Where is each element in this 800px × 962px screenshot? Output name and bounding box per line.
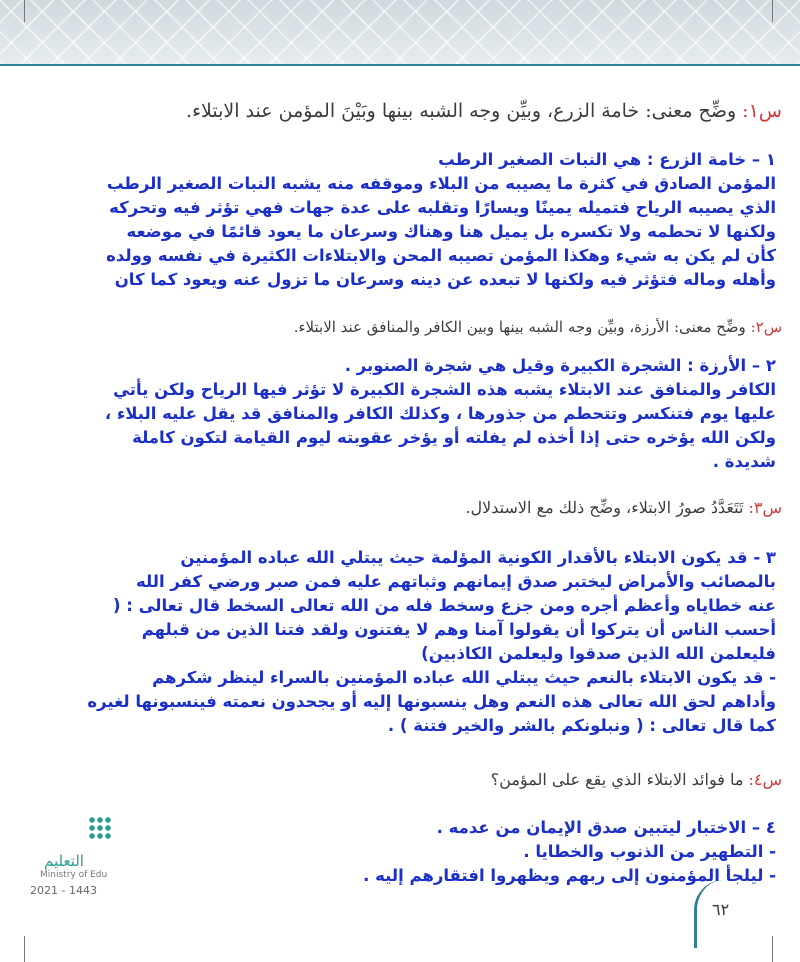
question-text: تَتَعَدَّدُ صورُ الابتلاء، وضِّح ذلك مع الاستدلال. <box>465 498 749 517</box>
answer-line: ولكن الله يؤخره حتى إذا أخذه لم يفلته أو يؤخر عقوبته ليوم القيامة لتكون كاملة <box>132 428 776 447</box>
answer-line: عليها يوم فتنكسر وتتحطم من جذورها ، وكذلك الكافر والمنافق قد يقل عليه البلاء ، <box>104 404 776 423</box>
question-text: وضِّح معنى: خامة الزرع، وبيِّن وجه الشبه بينها وبَيْنَ المؤمن عند الابتلاء. <box>186 100 743 122</box>
answer-line: الكافر والمنافق عند الابتلاء يشبه هذه الشجرة الكبيرة لا تؤثر فيها الرياح ولكن يأتي <box>113 380 776 399</box>
answer-line: ٤ – الاختبار ليتبين صدق الإيمان من عدمه . <box>436 818 776 837</box>
answer-line: ولكنها لا تحطمه ولا تكسره بل يميل هنا وهناك وسرعان ما يعود قائمًا في موضعه <box>126 222 776 241</box>
answer-line: ٣ - قد يكون الابتلاء بالأقدار الكونية المؤلمة حيث يبتلي الله عباده المؤمنين <box>180 548 776 567</box>
answer-line: عنه خطاياه وأعظم أجره ومن جزع وسخط فله من الله تعالى السخط قال تعالى : ( <box>112 596 776 615</box>
answer-line: ٢ – الأرزة : الشجرة الكبيرة وقيل هي شجرة الصنوبر . <box>344 356 776 375</box>
answer-line: وأداهم لحق الله تعالى هذه النعم وهل ينسبونها إليه أو يجحدون نعمته فينسبونها لغيره <box>87 692 776 711</box>
logo-arabic-text: التعليم <box>44 852 84 870</box>
crop-mark <box>24 936 25 962</box>
logo-english-text: Ministry of Edu <box>40 870 108 880</box>
answer-line: بالمصائب والأمراض ليختبر صدق إيمانهم وثباتهم عليه فمن صبر ورضي كفر الله <box>136 572 776 591</box>
answer-line: المؤمن الصادق في كثرة ما يصيبه من البلاء وموقفه منه يشبه النبات الصغير الرطب <box>106 174 776 193</box>
answer-line: ١ – خامة الزرع : هي النبات الصغير الرطب <box>438 150 776 169</box>
answer-line: شديدة . <box>712 452 776 471</box>
crop-mark <box>24 0 25 22</box>
answer-line: أحسب الناس أن يتركوا أن يقولوا آمنا وهم لا يفتنون ولقد فتنا الذين من قبلهم <box>141 620 776 639</box>
question-number: س٤: <box>748 770 782 789</box>
answer-line: فليعلمن الله الذين صدقوا وليعلمن الكاذبين) <box>421 644 776 663</box>
header-pattern-banner <box>0 0 800 64</box>
page-number: ٦٢ <box>712 900 730 919</box>
answer-4 <box>363 816 776 888</box>
question-number: س٣: <box>748 498 782 517</box>
answer-2 <box>105 354 776 474</box>
question-number: س٢: <box>750 318 782 336</box>
question-text: وضِّح معنى: الأرزة، وبيِّن وجه الشبه بينها وبين الكافر والمنافق عند الابتلاء. <box>293 318 751 336</box>
crop-mark <box>772 0 773 22</box>
question-4 <box>491 770 782 789</box>
answer-line: الذي يصيبه الرياح فتميله يمينًا ويسارًا وتقلبه على عدة جهات فهي تؤثر فيه وتحركه <box>109 198 776 217</box>
question-text: ما فوائد الابتلاء الذي يقع على المؤمن؟ <box>490 770 749 789</box>
ministry-logo <box>0 812 112 902</box>
answer-line: كأن لم يكن به شيء وهكذا المؤمن تصيبه المحن والابتلاءات الكثيرة في نفسه وولده <box>106 246 776 265</box>
answer-line: وأهله وماله فتؤثر فيه ولكنها لا تبعده عن دينه وسرعان ما تزول عنه ويعود كما كان <box>114 270 776 289</box>
answer-1 <box>106 148 776 292</box>
logo-year: 2021 - 1443 <box>30 884 97 897</box>
header-divider <box>0 64 800 66</box>
answer-line: - قد يكون الابتلاء بالنعم حيث يبتلي الله عباده المؤمنين بالسراء لينظر شكرهم <box>152 668 776 687</box>
answer-line: - التطهير من الذنوب والخطايا . <box>523 842 776 861</box>
question-2 <box>294 318 782 336</box>
question-3 <box>465 498 782 517</box>
answer-3 <box>87 546 776 738</box>
answer-line: كما قال تعالى : ( ونبلونكم بالشر والخير فتنة ) . <box>387 716 776 735</box>
crop-mark <box>772 936 773 962</box>
answer-line: - ليلجأ المؤمنون إلى ربهم ويظهروا افتقارهم إليه . <box>363 866 776 885</box>
logo-dots-icon <box>88 816 112 840</box>
question-number: س١: <box>742 100 782 122</box>
question-1 <box>186 100 782 122</box>
